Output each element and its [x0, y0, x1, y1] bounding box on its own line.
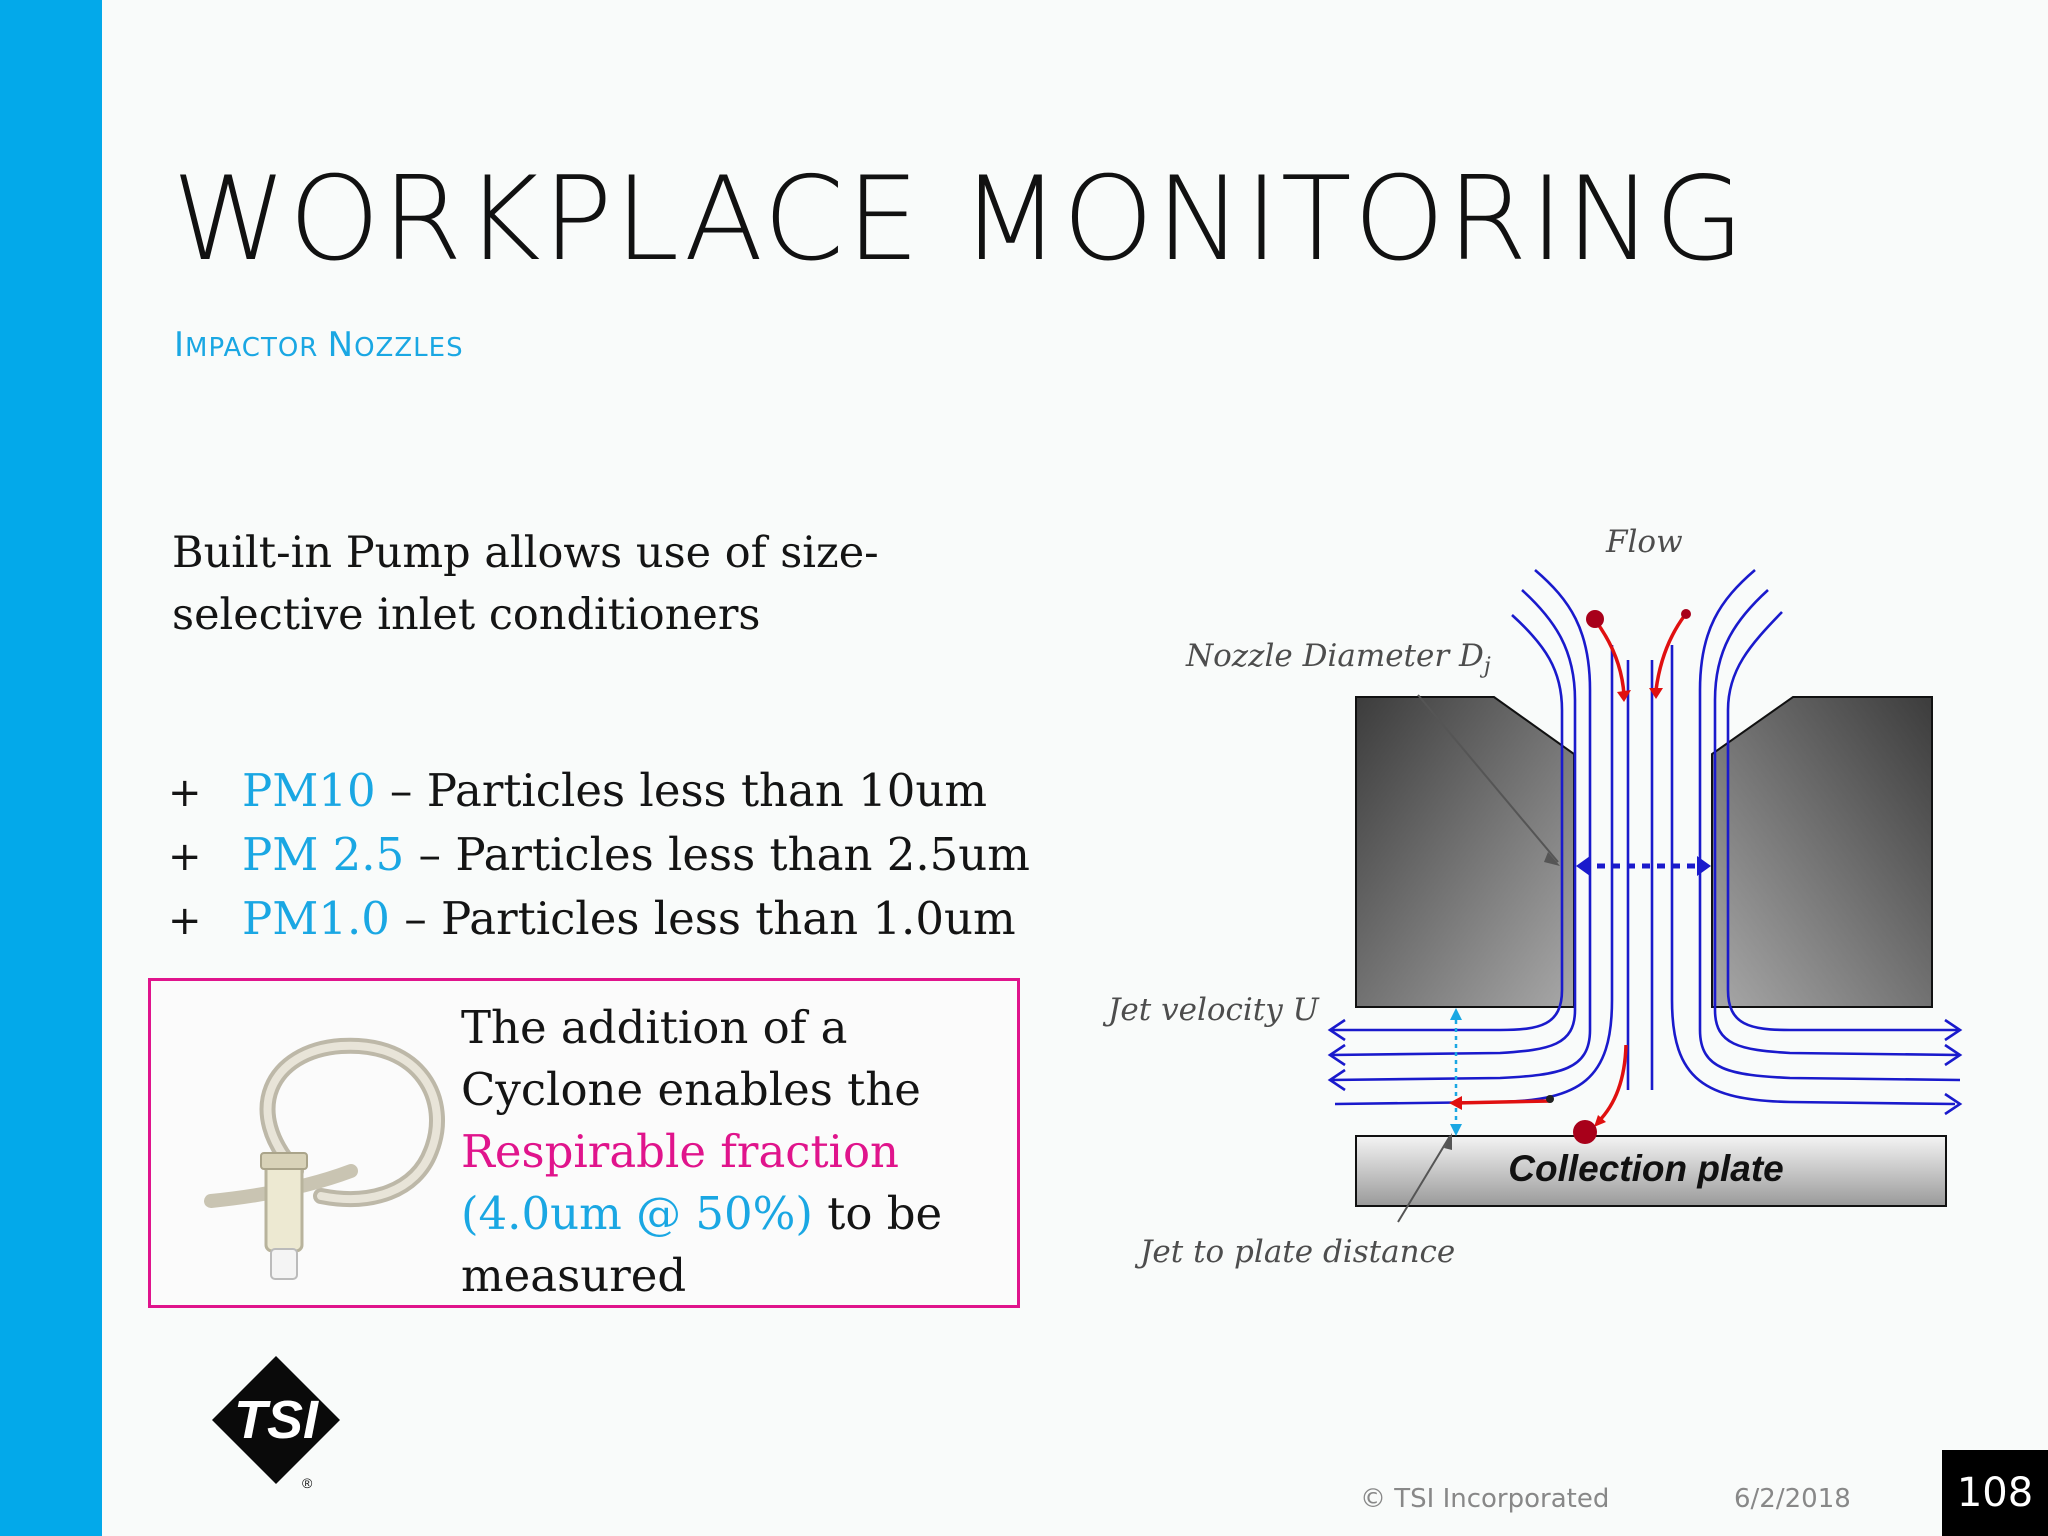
particle-dot [1586, 610, 1604, 628]
nozzle-diameter-label: Nozzle Diameter $D_j$ [1186, 638, 1491, 680]
accent-side-bar [0, 0, 102, 1536]
page-number: 108 [1942, 1450, 2048, 1536]
cutpoint-text: (4.0um @ 50%) [461, 1187, 813, 1240]
cyclone-callout [148, 978, 1020, 1308]
footer-date: 6/2/2018 [1734, 1484, 1851, 1514]
collection-plate-label: Collection plate [1508, 1148, 1784, 1189]
respirable-fraction-text: Respirable fraction [461, 1125, 900, 1178]
plus-marker: + [168, 834, 202, 880]
nozzle-block-left [1356, 697, 1574, 1007]
tsi-logo [206, 1350, 346, 1490]
jet-velocity-label: Jet velocity U [1108, 992, 1319, 1028]
bullet-term: PM 2.5 [242, 828, 405, 881]
bullet-term: PM10 [242, 764, 376, 817]
jet-plate-distance-label: Jet to plate distance [1140, 1234, 1456, 1270]
bullet-desc: – Particles less than 10um [375, 764, 988, 817]
flow-label: Flow [1606, 524, 1683, 560]
nozzle-block-right [1712, 697, 1932, 1007]
bullet-pm25 [168, 824, 1048, 888]
svg-text:®: ® [302, 1475, 313, 1490]
particle-dot [1681, 609, 1691, 619]
bullet-desc: – Particles less than 1.0um [389, 892, 1016, 945]
footer-copyright: © TSI Incorporated [1360, 1484, 1610, 1514]
plus-marker: + [168, 770, 202, 816]
slide-subtitle: IMPACTOR NOZZLES [174, 325, 464, 365]
bullet-term: PM1.0 [242, 892, 390, 945]
cyclone-image [201, 1021, 481, 1291]
svg-text:TSI: TSI [233, 1390, 319, 1450]
particle-dot [1546, 1095, 1554, 1103]
intro-text: Built-in Pump allows use of size-selective inlet conditioners [172, 528, 879, 640]
bullet-pm1 [168, 888, 1048, 952]
callout-text: The addition of a Cyclone enables the Respirable fraction (4.0um @ 50%) to be measured [461, 1001, 943, 1302]
slide-title: WORKPLACE MONITORING [172, 152, 1747, 287]
bullet-pm10 [168, 760, 1048, 824]
pm-bullet-list [168, 760, 1048, 952]
particle-dot [1573, 1120, 1597, 1144]
impactor-diagram [1080, 510, 1980, 1310]
bullet-desc: – Particles less than 2.5um [404, 828, 1030, 881]
plus-marker: + [168, 898, 202, 944]
